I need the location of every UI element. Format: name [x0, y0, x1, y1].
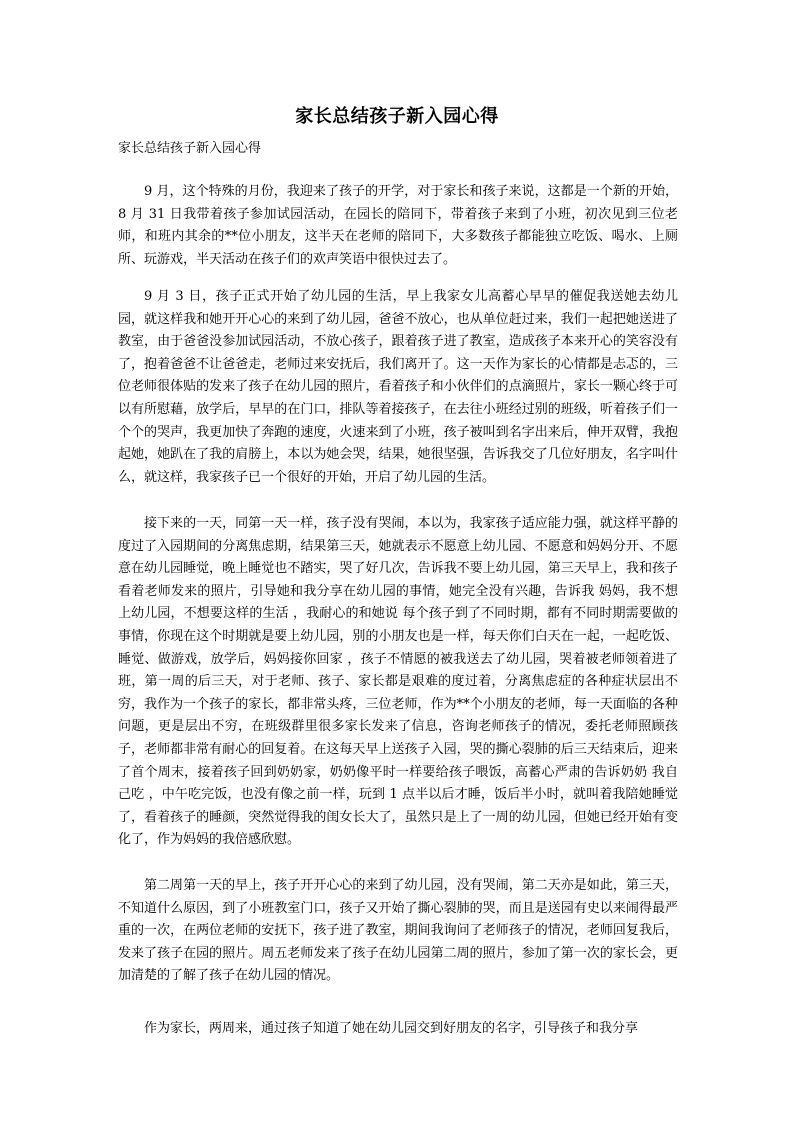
paragraph: 第二周第一天的早上，孩子开开心心的来到了幼儿园，没有哭闹，第二天亦是如此，第三天，不知道什么原因，到了小班教室门口，孩子又开始了撕心裂肺的哭，而且是送园有史以来闹得最严重的一次，在两位老师的安抚下，孩子进了教室，期间我询问了老师孩子的情况，老师回复我后，发来了孩子在园的照片。周五老师发来了孩子在幼儿园第二周的照片，参加了第一次的家长会，更加清楚的了解了孩子在幼儿园的情况。: [118, 878, 678, 984]
paragraph: 9 月，这个特殊的月份，我迎来了孩子的开学，对于家长和孩子来说，这都是一个新的开始，8 月 31 日我带着孩子参加试园活动，在园长的陪同下，带着孩子来到了小班，初次见到三位老师，和班内其余的**位小朋友，这半天在老师的陪同下，大多数孩子都能独立吃饭、喝水、上厕所、玩游戏，半天活动在孩子们的欢声笑语中很快过去了。: [118, 184, 678, 267]
document-title: 家长总结孩子新入园心得: [295, 106, 499, 127]
document-subtitle: 家长总结孩子新入园心得: [118, 141, 262, 156]
paragraph: 接下来的一天，同第一天一样，孩子没有哭闹，本以为，我家孩子适应能力强，就这样平静的度过了入园期间的分离焦虑期，结果第三天，她就表示不愿意上幼儿园、不愿意和妈妈分开、不愿意在幼儿园睡觉，晚上睡觉也不踏实，哭了好几次，告诉我不要上幼儿园，第三天早上，我和孩子看着老师发来的照片，引导她和我分享在幼儿园的事情，她完全没有兴趣，告诉我 妈妈，我不想上幼儿园，不想要这样的生活 ，我耐心的和她说 每个孩子到了不同时期，都有不同时期需要做的事情，你现在这个时期就是要上幼儿园，别的小朋友也是一样，每天你们白天在一起，一起吃饭、睡觉、做游戏，放学后，妈妈接你回家 ，孩子不情愿的被我送去了幼儿园，哭着被老师领着进了班，第一周的后三天，对于老师、孩子、家长都是艰难的度过着，分离焦虑症的各种症状层出不穷，我作为一个孩子的家长，都非常头疼，三位老师，作为**个小朋友的老师，每一天面临的各种问题，更是层出不穷，在班级群里很多家长发来了信息，咨询老师孩子的情况，委托老师照顾孩子，老师都非常有耐心的回复着。在这每天早上送孩子入园，哭的撕心裂肺的后三天结束后，迎来了首个周末，接着孩子回到奶奶家，奶奶像平时一样要给孩子喂饭，高蓄心严肃的告诉奶奶 我自己吃 ，中午吃完饭，也没有像之前一样，玩到 1 点半以后才睡，饭后半小时，就叫着我陪她睡觉了，看着孩子的睡颜，突然觉得我的闺女长大了，虽然只是上了一周的幼儿园，但她已经开始有变化了，作为妈妈的我倍感欣慰。: [118, 516, 678, 848]
paragraph: 9 月 3 日，孩子正式开始了幼儿园的生活，早上我家女儿高蓄心早早的催促我送她去幼儿园，就这样我和她开开心心的来到了幼儿园，爸爸不放心，也从单位赶过来，我们一起把她送进了教室，由于爸爸没参加试园活动，不放心孩子，跟着孩子进了教室，造成孩子本来开心的笑容没有了，抱着爸爸不让爸爸走，老师过来安抚后，我们离开了。这一天作为家长的心情都是忐忑的，三位老师很体贴的发来了孩子在幼儿园的照片，看着孩子和小伙伴们的点滴照片，家长一颗心终于可以有所慰藉，放学后，早早的在门口，排队等着接孩子，在去往小班经过别的班级，听着孩子们一个个的哭声，我更加快了奔跑的速度，火速来到了小班，孩子被叫到名字出来后，伸开双臂，我抱起她，她趴在了我的肩膀上，本以为她会哭，结果，她很坚强，告诉我交了几位好朋友，名字叫什么，就这样，我家孩子已一个很好的开始，开启了幼儿园的生活。: [118, 289, 678, 485]
paragraph: 作为家长，两周来，通过孩子知道了她在幼儿园交到好朋友的名字，引导孩子和我分享: [144, 1021, 639, 1036]
